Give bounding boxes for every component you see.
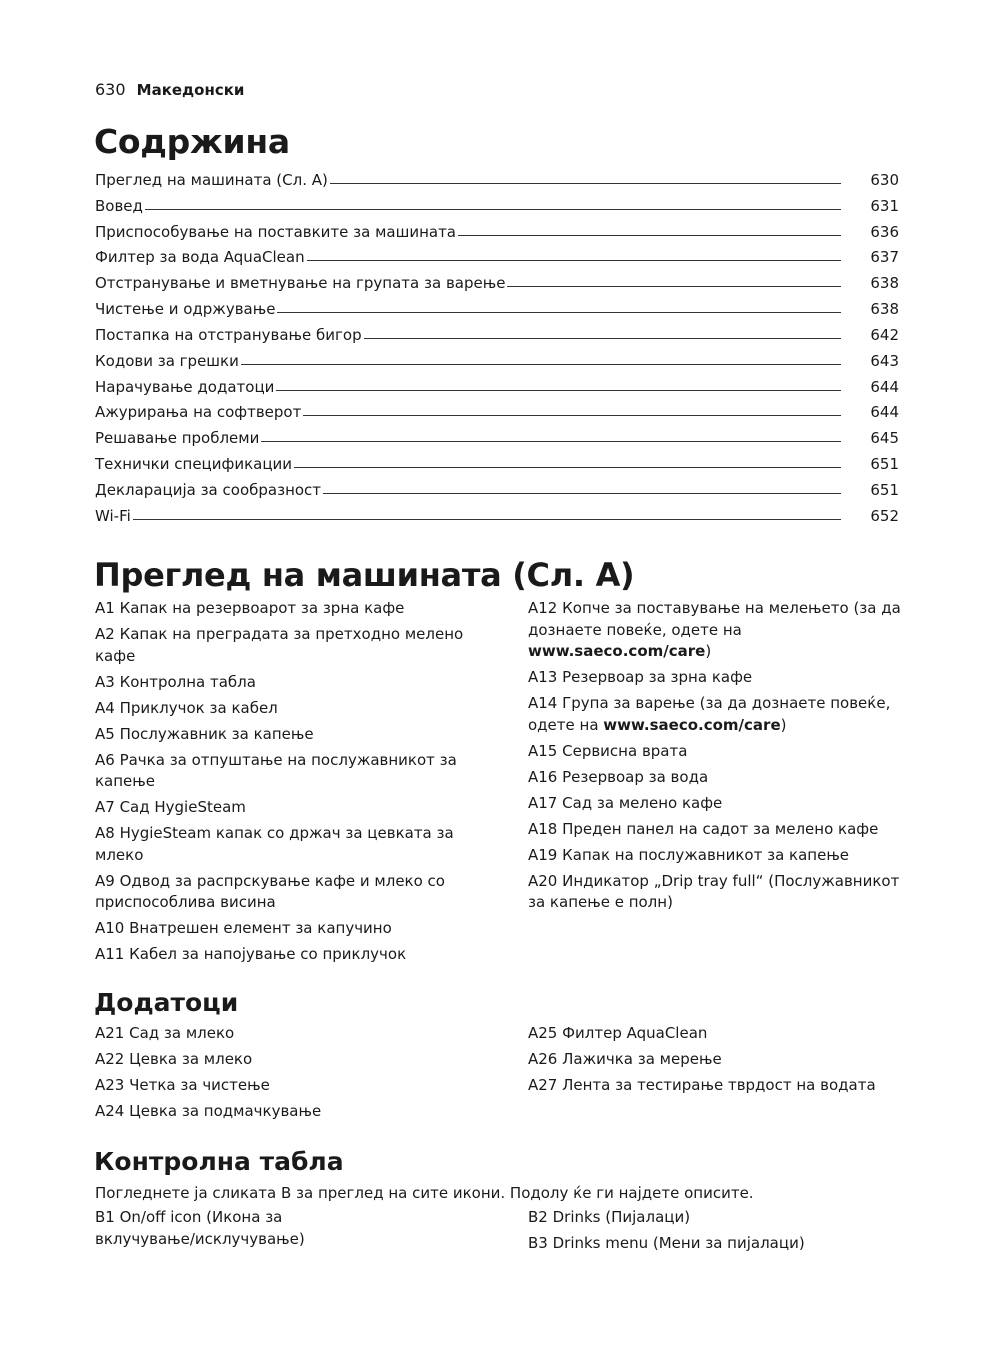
list-item: A8 HygieSteam капак со држач за цевката за млеко (95, 824, 454, 864)
accessories-title: Додатоци (94, 988, 239, 1017)
toc-entry-label: Вовед (95, 196, 143, 215)
list-item: A2 Капак на преградата за претходно мелено кафе (95, 625, 464, 665)
toc-entry-page: 651 (870, 455, 899, 474)
toc-entry[interactable] (95, 318, 899, 344)
language-label: Македонски (136, 81, 245, 99)
toc-entry-page: 651 (870, 480, 899, 499)
toc-title: Содржина (94, 122, 290, 161)
page-header (95, 80, 244, 99)
toc-entry-page: 643 (870, 351, 899, 370)
toc-leader-line (277, 311, 841, 313)
list-item: A6 Рачка за отпуштање на послужавникот за капење (95, 750, 457, 790)
toc-entry[interactable] (95, 396, 899, 422)
toc-entry[interactable] (95, 189, 899, 215)
list-item: B2 Drinks (Пијалаци) (528, 1208, 691, 1226)
list-item: A24 Цевка за подмачкување (95, 1102, 322, 1120)
control-panel-intro: Погледнете ја сликата B за преглед на сите икони. Подолу ќе ги најдете описите. (95, 1184, 754, 1202)
list-item: A9 Одвод за распрскување кафе и млеко со приспособлива висина (95, 871, 445, 911)
toc-leader-line (307, 259, 841, 261)
toc-entry-label: Отстранување и вметнување на групата за варење (95, 274, 506, 293)
list-item: A12 Копче за поставување на мелењето (за да дознаете повеќе, одете на www.saeco.com/care) (528, 599, 901, 660)
list-item: B1 On/off icon (Икона за вклучување/исклучување) (95, 1208, 305, 1248)
list-item: A10 Внатрешен елемент за капучино (95, 919, 392, 937)
toc-entry-label: Кодови за грешки (95, 351, 239, 370)
toc-entry[interactable] (95, 421, 899, 447)
toc-entry[interactable] (95, 241, 899, 267)
list-item: A16 Резервоар за вода (528, 767, 709, 786)
toc-entry-page: 637 (870, 248, 899, 267)
toc-entry[interactable] (95, 292, 899, 318)
toc-entry-page: 642 (870, 325, 899, 344)
toc-entry-page: 652 (870, 506, 899, 525)
list-item: A5 Послужавник за капење (95, 724, 314, 743)
toc-entry-page: 631 (870, 196, 899, 215)
toc-leader-line (241, 363, 841, 365)
toc-entry-label: Ажурирања на софтверот (95, 403, 302, 422)
toc-leader-line (323, 492, 841, 494)
list-item: A1 Капак на резервоарот за зрна кафе (95, 599, 405, 617)
control-panel-left-column (95, 1207, 325, 1255)
list-item: A11 Кабел за напојување со приклучок (95, 945, 407, 963)
toc-entry[interactable] (95, 344, 899, 370)
table-of-contents (95, 163, 899, 525)
list-item: A18 Преден панел на садот за мелено кафе (528, 819, 879, 838)
list-item: A7 Сад HygieSteam (95, 798, 246, 816)
list-item: A23 Четка за чистење (95, 1076, 270, 1094)
toc-leader-line (330, 182, 841, 184)
toc-entry[interactable] (95, 215, 899, 241)
toc-entry-label: Декларација за сообразност (95, 480, 322, 499)
toc-entry[interactable] (95, 473, 899, 499)
list-item: A21 Сад за млеко (95, 1024, 235, 1042)
list-item: A14 Група за варење (за да дознаете повеќе, одете на www.saeco.com/care) (528, 694, 891, 734)
toc-entry[interactable] (95, 163, 899, 189)
toc-entry-page: 630 (870, 170, 899, 189)
accessories-left-column (95, 1023, 480, 1127)
toc-entry-label: Филтер за вода AquaClean (95, 248, 305, 267)
toc-leader-line (261, 440, 841, 442)
overview-right-column (528, 598, 903, 918)
toc-entry-label: Постапка на отстранување бигор (95, 325, 362, 344)
list-item: A4 Приклучок за кабел (95, 698, 278, 717)
toc-entry-label: Решавање проблеми (95, 429, 260, 448)
saeco-care-link[interactable]: www.saeco.com/care (603, 715, 781, 734)
list-item: A26 Лажичка за мерење (528, 1050, 722, 1068)
toc-entry[interactable] (95, 266, 899, 292)
toc-leader-line (133, 518, 841, 520)
control-panel-right-column (528, 1207, 903, 1259)
toc-leader-line (303, 414, 841, 416)
list-item: A20 Индикатор „Drip tray full“ (Послужавникот за капење е полн) (528, 871, 900, 911)
toc-entry[interactable] (95, 499, 899, 525)
control-panel-title: Контролна табла (94, 1147, 344, 1176)
toc-leader-line (364, 337, 841, 339)
overview-left-column (95, 598, 480, 970)
toc-entry-page: 636 (870, 222, 899, 241)
toc-entry[interactable] (95, 447, 899, 473)
toc-entry-label: Чистење и одржување (95, 300, 276, 319)
toc-leader-line (294, 466, 841, 468)
toc-entry-page: 638 (870, 274, 899, 293)
list-item: A13 Резервоар за зрна кафе (528, 668, 753, 686)
toc-entry[interactable] (95, 370, 899, 396)
list-item: A27 Лента за тестирање тврдост на водата (528, 1076, 876, 1094)
toc-leader-line (145, 208, 841, 210)
list-item: A17 Сад за мелено кафе (528, 793, 723, 812)
toc-entry-label: Преглед на машината (Сл. A) (95, 170, 328, 189)
toc-entry-page: 638 (870, 300, 899, 319)
list-item: A22 Цевка за млеко (95, 1050, 253, 1068)
overview-title: Преглед на машината (Сл. A) (94, 556, 635, 594)
toc-leader-line (276, 389, 841, 391)
list-item: A3 Контролна табла (95, 672, 256, 691)
accessories-right-column (528, 1023, 903, 1101)
saeco-care-link[interactable]: www.saeco.com/care (528, 642, 706, 660)
toc-entry-label: Технички спецификации (95, 455, 293, 474)
list-item: A15 Сервисна врата (528, 741, 688, 760)
list-item: A19 Капак на послужавникот за капење (528, 845, 850, 864)
toc-entry-label: Wi-Fi (95, 506, 131, 525)
page-number: 630 (95, 80, 126, 99)
list-item: B3 Drinks menu (Мени за пијалаци) (528, 1234, 805, 1252)
toc-entry-label: Нарачување додатоци (95, 377, 275, 396)
toc-leader-line (458, 234, 841, 236)
toc-leader-line (507, 285, 841, 287)
list-item: A25 Филтер AquaClean (528, 1024, 708, 1042)
toc-entry-page: 644 (870, 403, 899, 422)
toc-entry-page: 644 (870, 377, 899, 396)
toc-entry-page: 645 (870, 429, 899, 448)
toc-entry-label: Приспособување на поставките за машината (95, 222, 456, 241)
